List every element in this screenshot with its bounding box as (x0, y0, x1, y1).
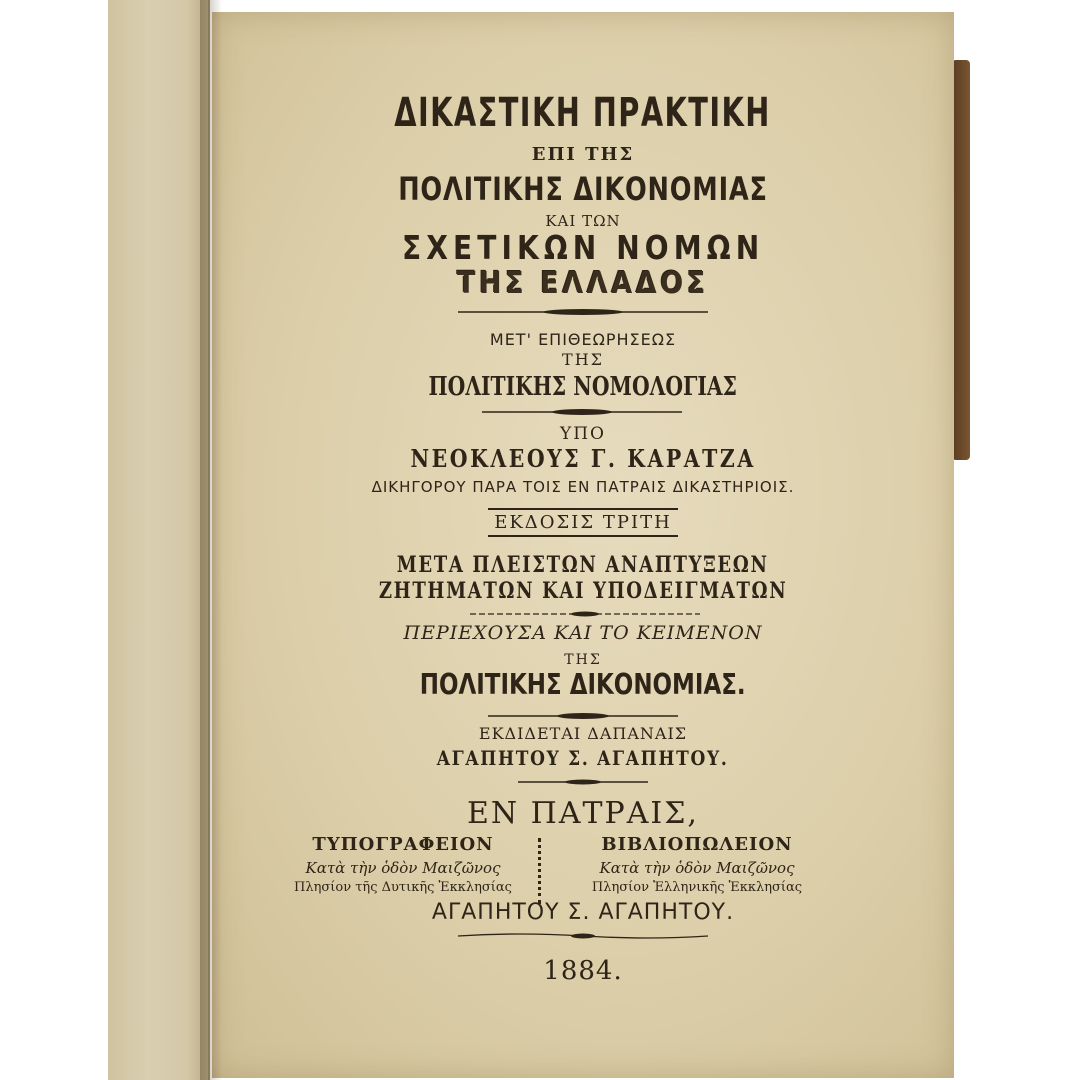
subtitle-meta-pleiston: ΜΕΤΑ ΠΛΕΙΣΤΩΝ ΑΝΑΠΤΥΞΕΩΝ (397, 552, 769, 578)
printing-house-street: Κατὰ τὴν ὁδὸν Μαιζῶνος (305, 859, 501, 877)
left-page (108, 0, 210, 1080)
subtitle-kai-ton: ΚΑΙ ΤΩΝ (545, 212, 621, 230)
ornament-rule (482, 408, 682, 416)
place-en-patrais: ΕΝ ΠΑΤΡΑΙΣ, (467, 796, 699, 831)
ornament-rule (518, 778, 648, 786)
ornament-rule (458, 308, 708, 316)
printing-house-near: Πλησίον τῆς Δυτικῆς Ἐκκλησίας (294, 880, 512, 895)
subtitle-ekdidetai: ΕΚΔΙΔΕΤΑΙ ΔΑΠΑΝΑΙΣ (478, 724, 688, 743)
title-politikis-dikonomias: ΠΟΛΙΤΙΚΗΣ ΔΙΚΟΝΟΜΙΑΣ (398, 170, 768, 208)
subtitle-ypo: ΥΠΟ (560, 424, 606, 444)
edition-box (212, 508, 954, 537)
printing-house-column (278, 834, 528, 895)
subtitle-epi-tis: ΕΠΙ ΤΗΣ (531, 144, 635, 165)
ornament-rule (488, 712, 678, 720)
binding-edge (952, 60, 970, 460)
subtitle-zitimaton: ΖΗΤΗΜΑΤΩΝ ΚΑΙ ΥΠΟΔΕΙΓΜΑΤΩΝ (378, 578, 788, 604)
title-page (212, 12, 954, 1078)
bookshop-street: Κατὰ τὴν ὁδὸν Μαιζῶνος (599, 859, 795, 877)
title-politikis-dikonomias-2: ΠΟΛΙΤΙΚΗΣ ΔΙΚΟΝΟΜΙΑΣ. (420, 668, 746, 701)
column-divider (538, 838, 545, 904)
title-schetikon-nomon: ΣΧΕΤΙΚΩΝ ΝΟΜΩΝ (401, 228, 765, 267)
author-name: ΝΕΟΚΛΕΟΥΣ Γ. ΚΑΡΑΤΖΑ (410, 444, 756, 473)
bookshop-heading: ΒΙΒΛΙΟΠΩΛΕΙΟΝ (601, 834, 793, 855)
subtitle-met-epitheoriseos: ΜΕΤ' ΕΠΙΘΕΩΡΗΣΕΩΣ (489, 330, 677, 349)
subtitle-tis-2: ΤΗΣ (564, 652, 602, 668)
bookshop-column (572, 834, 822, 895)
spine-shadow (200, 0, 222, 1080)
ornament-rule (458, 932, 708, 940)
title-politikis-nomologias: ΠΟΛΙΤΙΚΗΣ ΝΟΜΟΛΟΓΙΑΣ (428, 372, 738, 402)
author-role: ΔΙΚΗΓΟΡΟΥ ΠΑΡΑ ΤΟΙΣ ΕΝ ΠΑΤΡΑΙΣ ΔΙΚΑΣΤΗΡΙΟΙΣ. (371, 478, 795, 496)
edition-label: ΕΚΔΟΣΙΣ ΤΡΙΤΗ (488, 508, 678, 537)
subtitle-periechousa: ΠΕΡΙΕΧΟΥΣΑ ΚΑΙ ΤΟ ΚΕΙΜΕΝΟΝ (403, 622, 763, 644)
publisher-name: ΑΓΑΠΗΤΟΥ Σ. ΑΓΑΠΗΤΟΥ. (437, 746, 729, 770)
title-tis-ellados: ΤΗΣ ΕΛΛΑΔΟΣ (457, 266, 709, 301)
subtitle-tis: ΤΗΣ (562, 350, 604, 369)
publication-year: 1884. (543, 956, 623, 986)
main-title: ΔΙΚΑΣΤΙΚΗ ΠΡΑΚΤΙΚΗ (394, 90, 772, 136)
printing-house-heading: ΤΥΠΟΓΡΑΦΕΙΟΝ (312, 834, 494, 855)
ornament-rule (470, 610, 700, 618)
bookshop-near: Πλησίον Ἑλληνικῆς Ἐκκλησίας (591, 880, 803, 895)
printer-name: ΑΓΑΠΗΤΟΥ Σ. ΑΓΑΠΗΤΟΥ. (431, 900, 735, 925)
